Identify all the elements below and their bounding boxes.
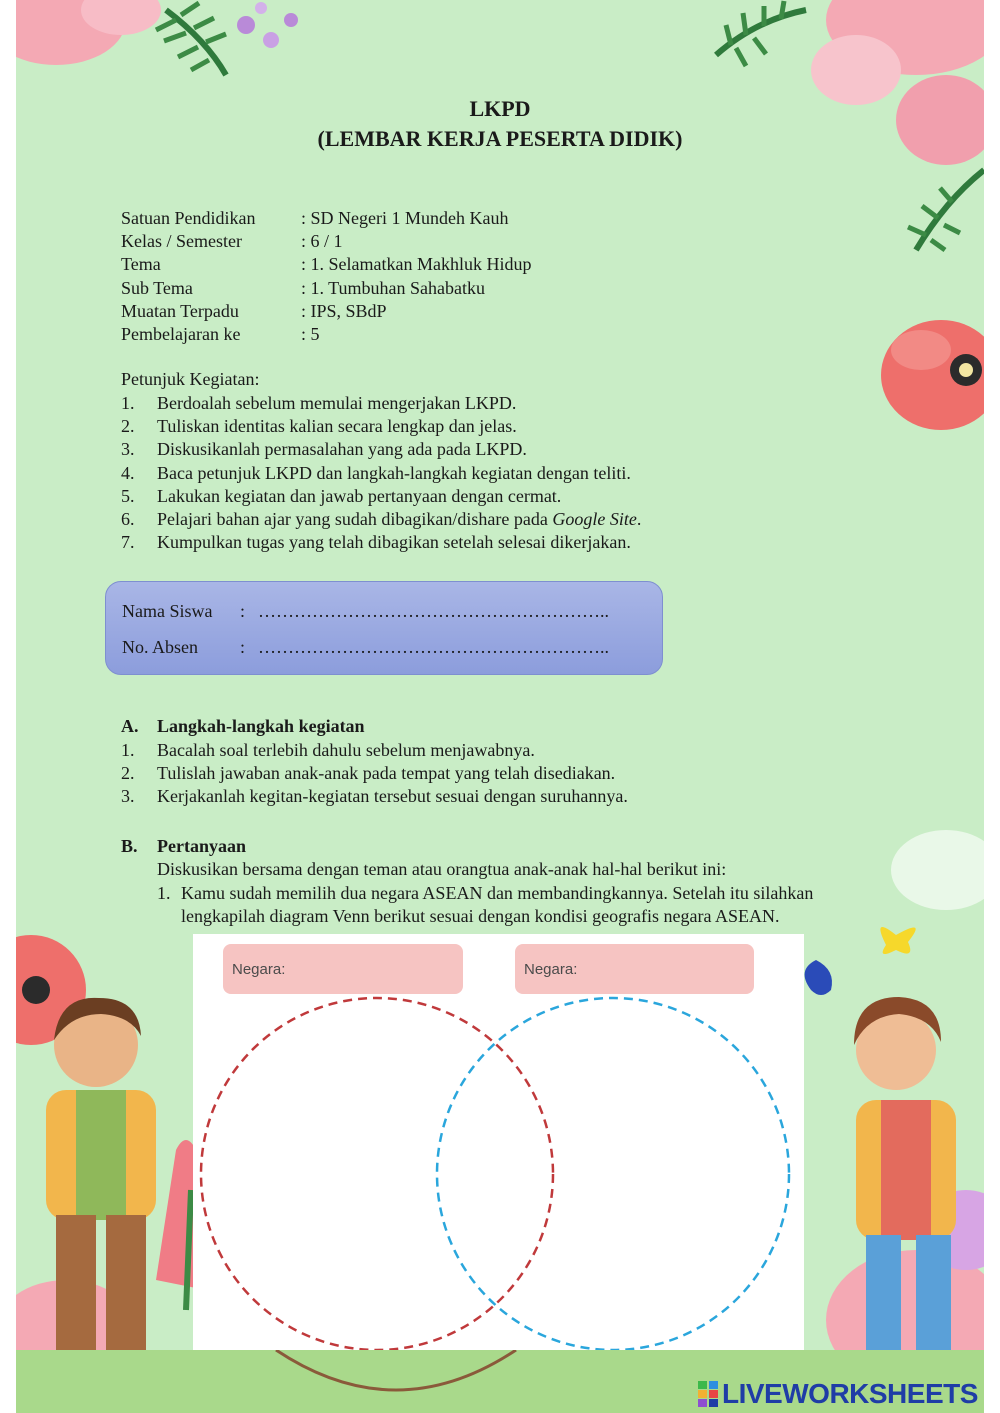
question-number: 1. [157,883,171,903]
identity-row [121,253,531,276]
butterflies [805,927,916,995]
item-text: Kumpulkan tugas yang telah dibagikan setelah selesai dikerjakan. [157,532,631,553]
student-name-row[interactable] [122,601,609,622]
colon: : [240,601,246,621]
list-item [121,438,641,461]
identity-row [121,323,531,346]
item-number: 2. [121,416,135,437]
guide-heading: Petunjuk Kegiatan: [121,369,260,389]
list-item [121,508,641,531]
item-text: Baca petunjuk LKPD dan langkah-langkah kegiatan dengan teliti. [157,462,631,483]
page-subtitle: (LEMBAR KERJA PESERTA DIDIK) [317,126,683,151]
identity-row [121,277,531,300]
right-poppy [881,320,984,430]
steps-list [121,739,628,809]
item-text: Diskusikanlah permasalahan yang ada pada LKPD. [157,439,527,460]
item-number: 1. [121,740,135,760]
list-item [121,785,628,808]
list-item [121,462,641,485]
top-left-flowers [16,0,298,75]
section-a-heading [121,716,365,737]
venn-left-circle[interactable] [201,998,553,1350]
list-item [121,415,641,438]
country-right-field[interactable]: Negara: [515,944,754,994]
item-number: 6. [121,508,135,529]
section-b-intro: Diskusikan bersama dengan teman atau orangtua anak-anak hal-hal berikut ini: [157,859,727,879]
item-number: 4. [121,462,135,483]
item-text: Lakukan kegiatan dan jawab pertanyaan dengan cermat. [157,485,562,506]
identity-value: : 1. Tumbuhan Sahabatku [301,277,486,298]
item-number: 5. [121,485,135,506]
top-right-flowers [716,0,984,250]
identity-table [121,207,531,346]
section-b-heading [121,836,246,857]
item-number: 3. [121,439,135,460]
identity-row [121,230,531,253]
student-name-field[interactable]: ………………………………………………….. [258,601,609,621]
section-letter: A. [121,716,139,736]
guide-list [121,392,641,554]
section-letter: B. [121,836,138,856]
list-item [121,485,641,508]
item-text [157,508,641,531]
item-text: Bacalah soal terlebih dahulu sebelum menjawabnya. [157,740,535,760]
identity-value: : 5 [301,323,320,344]
identity-label: Pembelajaran ke [121,323,241,344]
identity-label: Muatan Terpadu [121,300,239,321]
item-text: Kerjakanlah kegitan-kegiatan tersebut sesuai dengan suruhannya. [157,786,628,807]
student-number-label: No. Absen [122,637,198,657]
colon: : [240,637,246,657]
list-item [121,392,641,415]
item-text: Tuliskan identitas kalian secara lengkap dan jelas. [157,416,517,437]
identity-label: Satuan Pendidikan [121,208,256,228]
section-title: Langkah-langkah kegiatan [157,716,365,736]
venn-diagram [193,934,804,1350]
item-number: 2. [121,763,135,784]
student-info-box [105,581,663,675]
liveworksheets-logo [698,1378,978,1410]
country-left-field[interactable]: Negara: [223,944,463,994]
section-title: Pertanyaan [157,836,246,856]
student-number-field[interactable]: ………………………………………………….. [258,637,609,657]
identity-value: : SD Negeri 1 Mundeh Kauh [301,208,509,228]
question-1 [157,882,887,928]
item-text-main: Pelajari bahan ajar yang sudah dibagikan/dishare pada [157,508,553,529]
identity-value: : 6 / 1 [301,231,343,252]
logo-icon [698,1381,718,1407]
item-text: Berdoalah sebelum memulai mengerjakan LKPD. [157,393,517,413]
identity-label: Tema [121,254,161,275]
student-name-label: Nama Siswa [122,601,213,621]
student-number-row[interactable] [122,637,609,658]
google-site-text: Google Site [552,508,637,529]
identity-row [121,207,531,230]
identity-value: : IPS, SBdP [301,300,387,321]
identity-label: Kelas / Semester [121,231,242,252]
identity-label: Sub Tema [121,277,193,298]
item-text-end: . [636,508,642,529]
item-number: 7. [121,532,135,553]
question-text: Kamu sudah memilih dua negara ASEAN dan membandingkannya. Setelah itu silahkan [181,883,814,903]
page-title: LKPD [469,96,531,121]
venn-circles [193,934,804,1350]
question-line [157,882,887,905]
list-item [121,531,641,554]
list-item [121,739,628,762]
identity-row [121,300,531,323]
venn-right-circle[interactable] [437,998,789,1350]
watermark-text: LIVEWORKSHEETS [722,1378,978,1409]
item-number: 3. [121,786,135,807]
question-text-continued: lengkapilah diagram Venn berikut sesuai dengan kondisi geografis negara ASEAN. [181,906,780,927]
item-text: Tulislah jawaban anak-anak pada tempat yang telah disediakan. [157,763,616,784]
identity-value: : 1. Selamatkan Makhluk Hidup [301,254,532,275]
list-item [121,762,628,785]
item-number: 1. [121,393,135,413]
